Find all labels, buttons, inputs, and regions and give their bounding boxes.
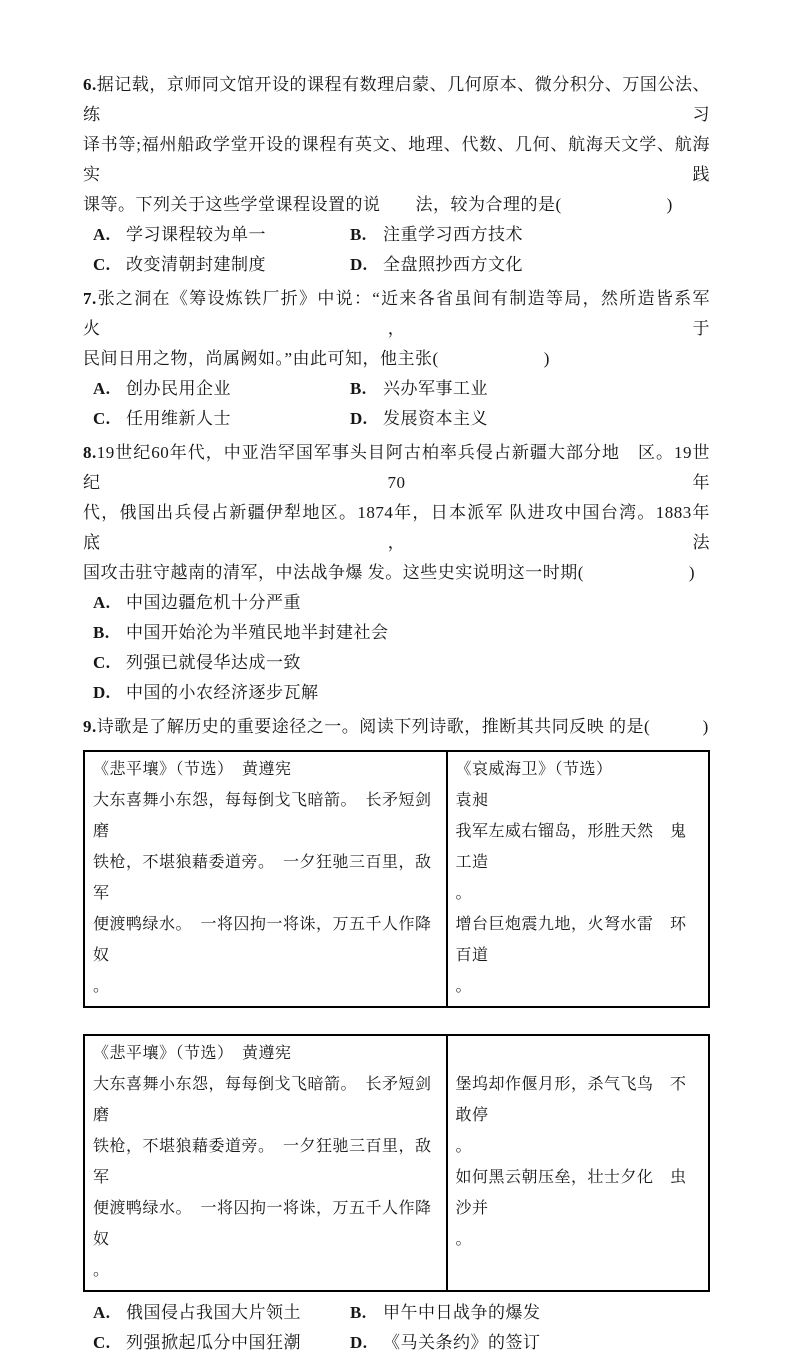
question-6-line-1: 6.据记载，京师同文馆开设的课程有数理启蒙、几何原本、微分积分、万国公法、练习 bbox=[83, 75, 710, 124]
option-6-b-text: 注重学习西方技术 bbox=[383, 225, 523, 244]
option-8-b: B. 中国开始沦为半殖民地半封建社会 bbox=[93, 623, 389, 642]
option-9-b-text: 甲午中日战争的爆发 bbox=[383, 1303, 541, 1322]
option-6-a: A. 学习课程较为单一 bbox=[93, 225, 266, 244]
poem-line: 如何黑云朝压垒，壮士夕化 虫沙并 bbox=[455, 1169, 687, 1217]
option-7-d-text: 发展资本主义 bbox=[383, 409, 488, 428]
question-7-line-2: 民间日用之物，尚属阙如。”由此可知，他主张( ) bbox=[83, 349, 550, 368]
question-8-line-1: 8.19世纪60年代，中亚浩罕国军事头目阿古柏率兵侵占新疆大部分地 区。19世纪70年 bbox=[83, 443, 710, 492]
poem-table-2-left-cell bbox=[84, 1035, 447, 1291]
option-9-a-text: 俄国侵占我国大片领土 bbox=[126, 1303, 301, 1322]
option-6-a-text: 学习课程较为单一 bbox=[126, 225, 266, 244]
option-8-d: D. 中国的小农经济逐步瓦解 bbox=[93, 683, 319, 702]
poem-line: 增台巨炮震九地，火弩水雷 环百道 bbox=[455, 916, 687, 964]
option-7-a-text: 创办民用企业 bbox=[126, 379, 231, 398]
question-6-number: 6. bbox=[83, 75, 97, 94]
poem-line: 铁枪，不堪狼藉委道旁。 一夕狂驰三百里，敌军 bbox=[93, 854, 432, 902]
option-6-c: C. 改变清朝封建制度 bbox=[93, 255, 266, 274]
poem-table-2-row bbox=[84, 1035, 709, 1291]
poem-table-2 bbox=[83, 1034, 710, 1292]
poem-line: 堡坞却作偃月形，杀气飞鸟 不敢停 bbox=[455, 1076, 687, 1124]
option-7-b-text: 兴办军事工业 bbox=[383, 379, 488, 398]
poem-line-blank bbox=[456, 1038, 701, 1069]
question-8-options bbox=[83, 588, 710, 708]
question-9-line-1: 9.诗歌是了解历史的重要途径之一。阅读下列诗歌，推断其共同反映 的是( ) bbox=[83, 717, 709, 736]
option-8-c: C. 列强已就侵华达成一致 bbox=[93, 653, 301, 672]
option-7-c: C. 任用维新人士 bbox=[93, 409, 231, 428]
poem-table-2-right-cell bbox=[447, 1035, 710, 1291]
question-6-line-3: 课等。下列关于这些学堂课程设置的说 法，较为合理的是( ) bbox=[83, 195, 673, 214]
poem-author: 袁昶 bbox=[455, 792, 489, 809]
question-9-options bbox=[83, 1298, 710, 1358]
poem-line: 便渡鸭绿水。 一将囚拘一将诛，万五千人作降奴 bbox=[93, 1200, 432, 1248]
poem-line: 。 bbox=[455, 1138, 473, 1155]
poem-line: 。 bbox=[93, 1262, 110, 1279]
question-8-line-2: 代，俄国出兵侵占新疆伊犁地区。1874年，日本派军 队进攻中国台湾。1883年底，法 bbox=[83, 503, 710, 552]
option-6-d-text: 全盘照抄西方文化 bbox=[383, 255, 523, 274]
question-6-options bbox=[83, 220, 710, 280]
option-9-b: B. 甲午中日战争的爆发 bbox=[350, 1303, 541, 1322]
poem-table-1 bbox=[83, 750, 710, 1008]
poem-line: 大东喜舞小东怨，每每倒戈飞暗箭。 长矛短剑磨 bbox=[93, 1076, 432, 1124]
option-9-d: D. 《马关条约》的签订 bbox=[350, 1333, 541, 1352]
option-8-b-text: 中国开始沦为半殖民地半封建社会 bbox=[126, 623, 389, 642]
option-6-d: D. 全盘照抄西方文化 bbox=[350, 255, 523, 274]
question-7-line-1: 7.张之洞在《筹设炼铁厂折》中说：“近来各省虽间有制造等局，然所造皆系军火，于 bbox=[83, 289, 710, 338]
option-9-c-text: 列强掀起瓜分中国狂潮 bbox=[126, 1333, 301, 1352]
poem-title: 《悲平壤》（节选） 黄遵宪 bbox=[93, 1045, 292, 1062]
option-6-c-text: 改变清朝封建制度 bbox=[126, 255, 266, 274]
question-6-line-2: 译书等;福州船政学堂开设的课程有英文、地理、代数、几何、航海天文学、航海实践 bbox=[83, 135, 710, 184]
question-7 bbox=[83, 284, 710, 434]
option-6-b: B. 注重学习西方技术 bbox=[350, 225, 523, 244]
poem-table-1-left-cell bbox=[84, 751, 447, 1007]
poem-title: 《哀威海卫》（节选） bbox=[455, 761, 613, 778]
option-9-a: A. 俄国侵占我国大片领土 bbox=[93, 1303, 301, 1322]
option-7-b: B. 兴办军事工业 bbox=[350, 379, 488, 398]
question-9 bbox=[83, 712, 710, 1358]
question-8 bbox=[83, 438, 710, 708]
option-8-a: A. 中国边疆危机十分严重 bbox=[93, 593, 301, 612]
poem-line: 。 bbox=[455, 978, 473, 995]
question-9-number: 9. bbox=[83, 717, 97, 736]
option-8-c-text: 列强已就侵华达成一致 bbox=[126, 653, 301, 672]
poem-line: 。 bbox=[455, 1231, 473, 1248]
option-8-d-text: 中国的小农经济逐步瓦解 bbox=[126, 683, 319, 702]
question-8-number: 8. bbox=[83, 443, 97, 462]
poem-title: 《悲平壤》（节选） 黄遵宪 bbox=[93, 761, 292, 778]
question-7-options bbox=[83, 374, 710, 434]
option-7-a: A. 创办民用企业 bbox=[93, 379, 231, 398]
poem-line: 便渡鸭绿水。 一将囚拘一将诛，万五千人作降奴 bbox=[93, 916, 432, 964]
question-8-line-3: 国攻击驻守越南的清军，中法战争爆 发。这些史实说明这一时期( ) bbox=[83, 563, 696, 582]
poem-line: 。 bbox=[455, 885, 473, 902]
question-6 bbox=[83, 70, 710, 280]
option-7-c-text: 任用维新人士 bbox=[126, 409, 231, 428]
poem-line: 。 bbox=[93, 978, 110, 995]
option-9-d-text: 《马关条约》的签订 bbox=[383, 1333, 541, 1352]
question-7-number: 7. bbox=[83, 289, 97, 308]
poem-line: 铁枪，不堪狼藉委道旁。 一夕狂驰三百里，敌军 bbox=[93, 1138, 432, 1186]
option-9-c: C. 列强掀起瓜分中国狂潮 bbox=[93, 1333, 301, 1352]
option-7-d: D. 发展资本主义 bbox=[350, 409, 488, 428]
poem-line: 大东喜舞小东怨，每每倒戈飞暗箭。 长矛短剑磨 bbox=[93, 792, 432, 840]
poem-table-1-right-cell bbox=[447, 751, 710, 1007]
poem-table-1-row bbox=[84, 751, 709, 1007]
option-8-a-text: 中国边疆危机十分严重 bbox=[126, 593, 301, 612]
poem-line: 我军左威右镏岛，形胜天然 鬼工造 bbox=[455, 823, 687, 871]
